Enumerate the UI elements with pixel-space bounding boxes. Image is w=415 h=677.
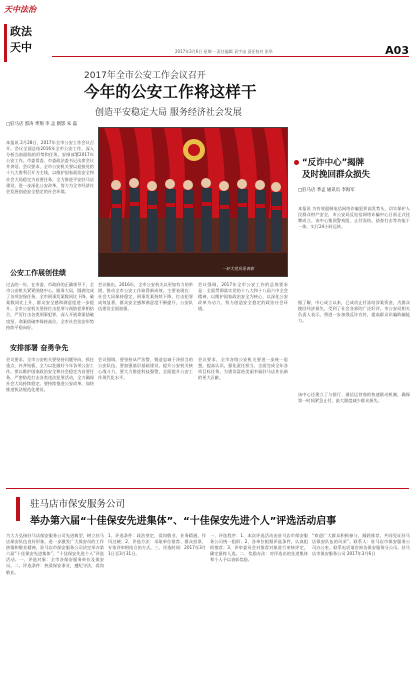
lead-headline: 今年的公安工作将这样干 bbox=[84, 82, 257, 101]
side-story-body-1: 本报讯 为有效遏制电信网络诈骗犯罪高发势头，切实保护人民群众财产安全，市公安局反电信网络诈骗中心日前正式挂牌成立。该中心集预警劝阻、止付冻结、侦查打击等功能于一体，实行24小时运转。 bbox=[298, 206, 410, 230]
lead-body-discipline: 会议强调，要坚持从严治警，锻造忠诚干净担当的公安队伍。要加强基层基础建设，提升公安机关核心战斗力。要大力推进科技强警，全面提升公安工作现代化水平。 bbox=[98, 357, 193, 381]
lead-body-achievements: 过去的一年，在市委、市政府的正确领导下，全市公安机关紧紧围绕中心，服务大局，圆满完成了各项安保任务，全市刑事发案数同比下降，破案数同比上升，群众安全感和满意度进一步提升。全市公安机关坚持打击犯罪与预防犯罪相结合，严厉打击各类刑事犯罪，深入开展命案侦破攻坚，命案侦破率保持高位。全市社会治安形势持续平稳向好。 bbox=[6, 282, 94, 330]
notice-organization: 驻马店市保安服务公司 bbox=[30, 499, 126, 510]
lead-body-requirements: 会议强调，2017年全市公安工作的总体要求是：全面贯彻落实党的十八大和十八届六中全会精神，以维护国家政治安全为核心，以深化公安改革为动力，努力创造安全稳定的政治社会环境。 bbox=[198, 282, 288, 312]
photo-caption: 一好大党员见表彰 bbox=[222, 266, 254, 271]
notice-body-col1: 为大力弘扬驻马店保安服务公司先进典型，树立驻马店保安队伍良好形象，进一步激发广大保安员的工作热情和敬业精神，驻马店市保安服务公司决定举办第六届“十佳保安先进集体”、“十佳保安先进个人”评选活动。一、评选对象：全市各保安服务单位及保安员。二、评选条件：热爱保安事业，遵纪守法，爱岗敬业。 bbox=[6, 533, 104, 575]
side-story-body-2: 据了解，中心成立以来，已成功止付冻结涉案资金，为群众挽回经济损失，受到了社会各界的广泛好评。市公安局相关负责人表示，将进一步加强反诈宣传，提高群众识骗防骗能力。 bbox=[298, 300, 410, 324]
side-story-title-line2: 及时挽回群众损失 bbox=[302, 170, 371, 180]
notice-body-col2: 1、评选条件：政治坚定，爱岗敬业，业务精通，作风过硬；2、评选方法：采取单位推荐、群众投票、专家评审相结合的方式。三、评选时间：2017年3月1日至3月31日。 bbox=[108, 533, 206, 557]
section-label bbox=[4, 24, 44, 62]
page-number: A03 bbox=[385, 44, 409, 57]
section-subhead-achievements: 公安工作展创佳绩 bbox=[10, 269, 66, 277]
bullet-dot-icon bbox=[294, 160, 299, 165]
notice-body-col3: 一、评选程序：1、本次评选活动由驻马店市保安服务公司统一组织；2、各单位根据评选条件，认真组织推荐；3、评审委员会对推荐对象进行审核评定，确定最终人选。二、奖励办法：对评选出的先进集体和个人予以表彰奖励。 bbox=[210, 533, 308, 563]
section-label-line1: 政法 bbox=[10, 25, 32, 38]
side-story-title-line1: “反诈中心”揭牌 bbox=[302, 158, 365, 168]
conference-photo-image bbox=[99, 128, 288, 277]
section-divider bbox=[6, 488, 409, 489]
section-subhead-deployment: 安排部署 奋勇争先 bbox=[10, 344, 69, 352]
issue-meta: 2017年3月6日 星期一 责任编辑 袁宇宙 责任校对 张华 bbox=[175, 49, 273, 54]
lead-body-summary: 会议指出，2016年，全市公安机关以更加有力的举措，推动全市公安工作取得新成效。主要表现在：社会大局保持稳定，刑事发案持续下降，打击犯罪成效显著，群众安全感和满意度不断提升，公安队伍建设全面加强。 bbox=[98, 282, 193, 312]
notice-accent-bar bbox=[16, 497, 20, 521]
lead-body-conclusion: 会议要求，全市各级公安机关要进一步统一思想，提高认识，强化责任担当，全面完成全年各项目标任务，为建设富裕美丽幸福驻马店作出新的更大贡献。 bbox=[198, 357, 288, 381]
lead-kicker: 2017年全市公安工作会议召开 bbox=[84, 71, 206, 81]
side-story-body-3: 该中心还建立了与银行、通信运营商的快速联动机制，确保第一时间紧急止付，最大限度减少群众损失。 bbox=[298, 392, 410, 404]
side-story-byline: □驻马店 季孟 通讯员 李海军 bbox=[298, 188, 355, 193]
notice-title: 举办第六届“十佳保安先进集体”、“十佳保安先进个人”评选活动启事 bbox=[30, 516, 337, 527]
conference-photo bbox=[98, 127, 288, 277]
masthead-rule bbox=[52, 56, 409, 57]
lead-subheadline: 创造平安稳定大局 服务经济社会发展 bbox=[95, 108, 242, 118]
section-label-line2: 天中 bbox=[10, 41, 32, 54]
newspaper-brand: 天中法治 bbox=[4, 4, 36, 14]
lead-byline: □驻马店 郭涛 季翔 李 孟 摄影 朱 磊 bbox=[6, 122, 77, 127]
side-story-title bbox=[302, 157, 370, 181]
lead-body-deployment: 会议要求，全市公安机关要坚持问题导向，抓住重点，补齐短板，全力以赴做好今年各项公安工作。要以维护国家政治安全和社会稳定为首要任务，严密防范打击各类违法犯罪活动，全力确保社会大局持续稳定。要持续推进公安改革，加快推进执法规范化建设。 bbox=[6, 357, 94, 393]
notice-body-col4: “欢迎广大群众积极参与，踊跃推荐，共同见证驻马店保安队伍的风采”。联系人：驻马店市保安服务公司办公室。联系电话请咨询各保安服务分公司。驻马店市保安服务公司 2017年3月6日 bbox=[312, 533, 410, 557]
lead-body-intro: 本报讯 2月28日，2017年全市公安工作会议召开。会议全面总结2016年全市公安工作，深入分析当前面临的形势和任务，安排部署2017年公安工作。市委常委、市委政法委书记出席会议并讲话。会议要求，全市公安机关要以迎接党的十九大胜利召开为主线，以维护国家政治安全和社会大局稳定为首要任务，全力推进平安驻马店建设，进一步深化公安改革，努力为全市经济社会发展创造安全稳定的社会环境。 bbox=[6, 140, 94, 194]
